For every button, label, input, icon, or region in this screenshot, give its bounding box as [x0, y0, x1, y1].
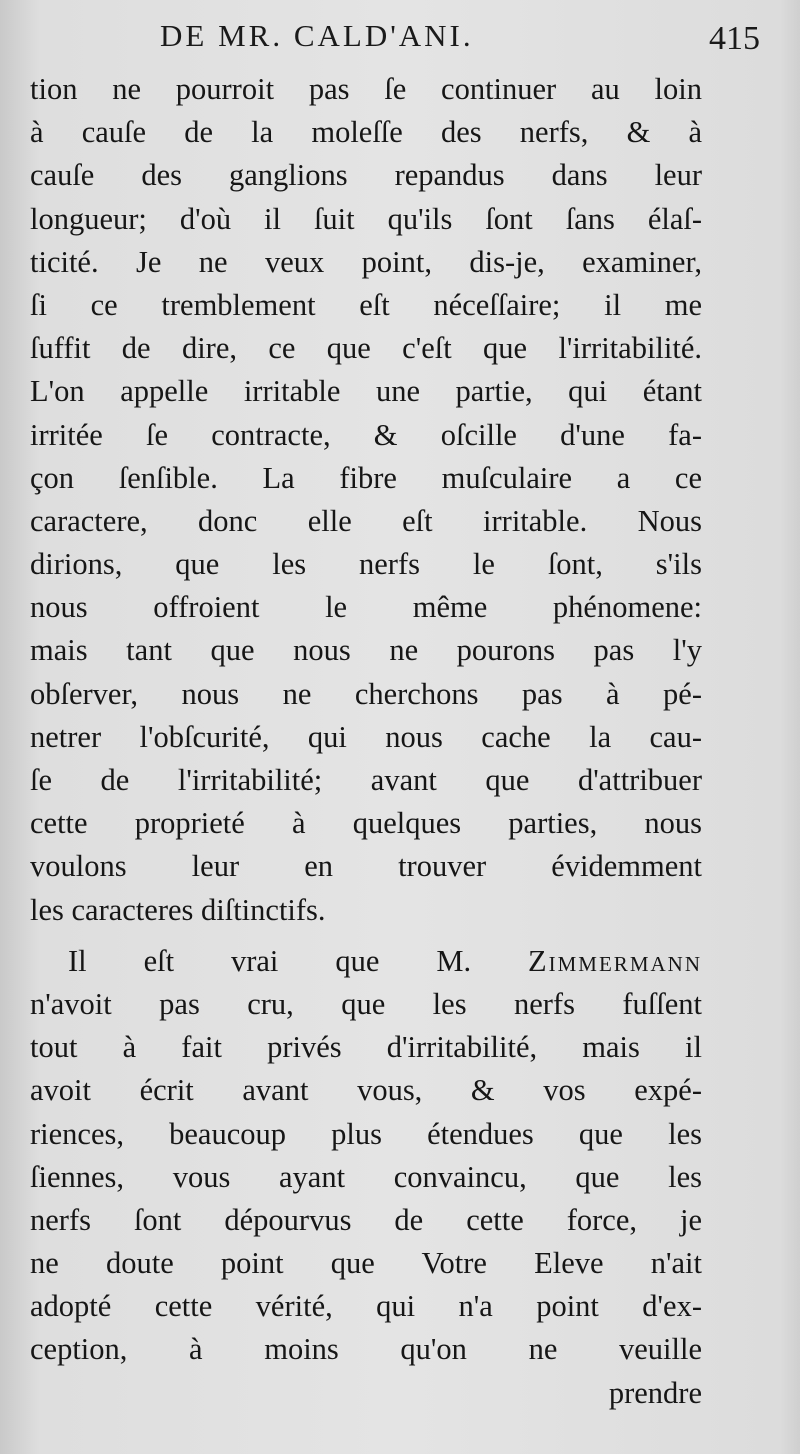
- text-line: mais tant que nous ne pourons pas l'y: [30, 633, 702, 668]
- text-line: obſerver, nous ne cherchons pas à pé-: [30, 676, 702, 711]
- text-line: ſuffit de dire, ce que c'eſt que l'irritabilité.: [30, 331, 702, 366]
- text-line: ſiennes, vous ayant convaincu, que les: [30, 1159, 702, 1194]
- page-number: 415: [709, 20, 760, 57]
- text-line: netrer l'obſcurité, qui nous cache la cau-: [30, 719, 702, 754]
- body-text: [30, 68, 702, 1415]
- text-line: voulons leur en trouver évidemment: [30, 849, 702, 884]
- line-start: Il eſt vrai que M.: [68, 943, 472, 978]
- text-line: tout à fait privés d'irritabilité, mais il: [30, 1030, 702, 1065]
- text-line: cauſe des ganglions repandus dans leur: [30, 158, 702, 193]
- text-line: tion ne pourroit pas ſe continuer au loin: [30, 72, 702, 106]
- text-line: dirions, que les nerfs le ſont, s'ils: [30, 547, 702, 582]
- paragraph-1: [30, 68, 702, 932]
- text-line: les caracteres diſtinctifs.: [30, 892, 326, 927]
- page-header: [160, 12, 760, 62]
- text-line: cette proprieté à quelques parties, nous: [30, 806, 702, 841]
- text-line: irritée ſe contracte, & oſcille d'une fa-: [30, 417, 702, 452]
- text-line: ception, à moins qu'on ne veuille: [30, 1332, 702, 1367]
- text-line: à cauſe de la moleſſe des nerfs, & à: [30, 115, 702, 150]
- catchword: prendre: [608, 1375, 702, 1410]
- text-line: nerfs ſont dépourvus de cette force, je: [30, 1202, 702, 1237]
- text-line: longueur; d'où il ſuit qu'ils ſont ſans élaſ-: [30, 201, 702, 236]
- text-line: çon ſenſible. La fibre muſculaire a ce: [30, 460, 702, 495]
- text-line: L'on appelle irritable une partie, qui étant: [30, 374, 702, 409]
- text-line: ticité. Je ne veux point, dis-je, examiner,: [30, 244, 702, 279]
- text-line: ſe de l'irritabilité; avant que d'attribuer: [30, 763, 702, 797]
- text-line: n'avoit pas cru, que les nerfs fuſſent: [30, 986, 702, 1021]
- text-line-first: [30, 940, 702, 983]
- text-line: ſi ce tremblement eſt néceſſaire; il me: [30, 287, 702, 322]
- text-line: adopté cette vérité, qui n'a point d'ex-: [30, 1289, 702, 1324]
- text-line: nous offroient le même phénomene:: [30, 590, 702, 625]
- text-line: riences, beaucoup plus étendues que les: [30, 1116, 702, 1151]
- text-line: avoit écrit avant vous, & vos expé-: [30, 1073, 702, 1108]
- text-line: caractere, donc elle eſt irritable. Nous: [30, 503, 702, 538]
- running-head: DE MR. CALD'ANI.: [160, 18, 474, 53]
- paragraph-2: [30, 940, 702, 1415]
- text-line: ne doute point que Votre Eleve n'ait: [30, 1246, 702, 1281]
- person-name: Zimmermann: [528, 943, 702, 978]
